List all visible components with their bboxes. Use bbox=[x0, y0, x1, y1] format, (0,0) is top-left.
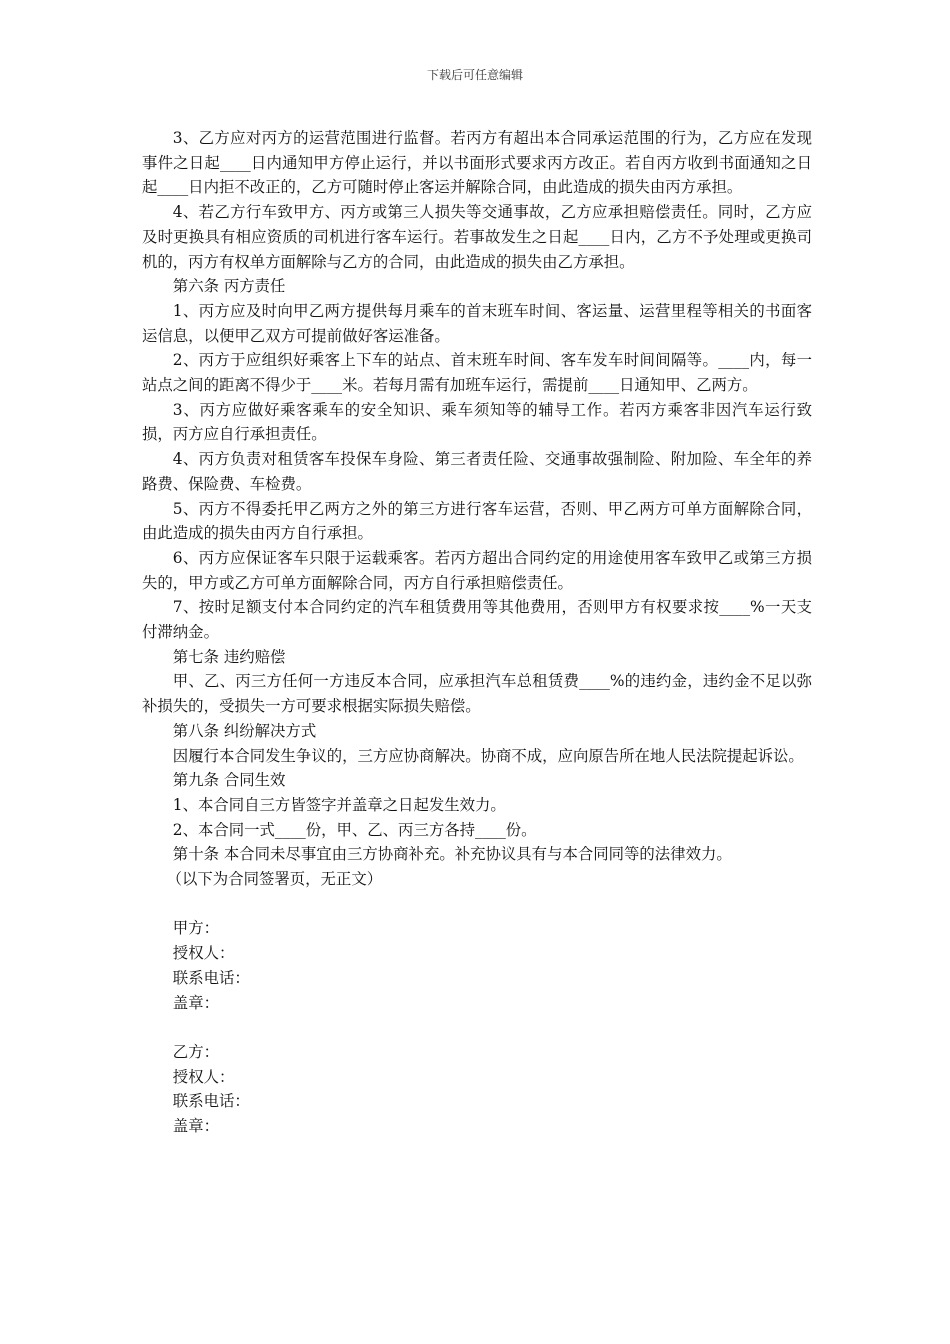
party-b-label: 乙方： bbox=[172, 1042, 219, 1061]
signature-block-party-b bbox=[142, 1040, 812, 1139]
signature-page-note: （以下为合同签署页，无正文） bbox=[166, 870, 383, 889]
clause-paragraph: 4、丙方负责对租赁客车投保车身险、第三者责任险、交通事故强制险、附加险、车全年的养路费、保险费、车检费。 bbox=[142, 450, 812, 493]
party-a-authorized-person: 授权人： bbox=[172, 944, 235, 963]
clause-paragraph: 1、本合同自三方皆签字并盖章之日起发生效力。 bbox=[172, 795, 506, 814]
article-heading: 第六条 丙方责任 bbox=[172, 277, 286, 296]
clause-paragraph: 6、丙方应保证客车只限于运载乘客。若丙方超出合同约定的用途使用客车致甲乙或第三方损失的，甲方或乙方可单方面解除合同，丙方自行承担赔偿责任。 bbox=[142, 548, 812, 592]
clause-paragraph: 3、乙方应对丙方的运营范围进行监督。若丙方有超出本合同承运范围的行为，乙方应在发现事件之日起____日内通知甲方停止运行，并以书面形式要求丙方改正。若自丙方收到书面通知之日起____日内拒不改正的，乙方可随时停止客运并解除合同，由此造成的损失由丙方承担。 bbox=[142, 129, 812, 197]
article-heading: 第九条 合同生效 bbox=[172, 771, 286, 790]
article-heading: 第八条 纠纷解决方式 bbox=[172, 721, 317, 740]
clause-paragraph: 因履行本合同发生争议的，三方应协商解决。协商不成，应向原告所在地人民法院提起诉讼。 bbox=[172, 746, 804, 765]
party-a-phone: 联系电话： bbox=[172, 968, 250, 987]
clause-paragraph: 3、丙方应做好乘客乘车的安全知识、乘车须知等的辅导工作。若丙方乘客非因汽车运行致损，丙方应自行承担责任。 bbox=[142, 400, 812, 444]
clause-paragraph: 2、丙方于应组织好乘客上下车的站点、首末班车时间、客车发车时间间隔等。____内，每一站点之间的距离不得少于____米。若每月需有加班车运行，需提前____日通知甲、乙两方。 bbox=[142, 351, 812, 395]
clause-paragraph: 甲、乙、丙三方任何一方违反本合同，应承担汽车总租赁费____%的违约金，违约金不足以弥补损失的，受损失一方可要求根据实际损失赔偿。 bbox=[142, 672, 812, 716]
contract-body bbox=[142, 126, 812, 1139]
clause-paragraph: 4、若乙方行车致甲方、丙方或第三人损失等交通事故，乙方应承担赔偿责任。同时，乙方应及时更换具有相应资质的司机进行客车运行。若事故发生之日起____日内，乙方不予处理或更换司机的，丙方有权单方面解除与乙方的合同，由此造成的损失由乙方承担。 bbox=[142, 203, 812, 271]
clause-paragraph: 2、本合同一式____份，甲、乙、丙三方各持____份。 bbox=[172, 820, 537, 839]
party-a-seal: 盖章： bbox=[172, 993, 219, 1012]
party-b-authorized-person: 授权人： bbox=[172, 1067, 235, 1086]
party-b-phone: 联系电话： bbox=[172, 1092, 250, 1111]
article-heading: 第十条 本合同未尽事宜由三方协商补充。补充协议具有与本合同同等的法律效力。 bbox=[172, 845, 732, 864]
party-a-label: 甲方： bbox=[172, 919, 219, 938]
clause-paragraph: 1、丙方应及时向甲乙两方提供每月乘车的首末班车时间、客运量、运营里程等相关的书面客运信息，以便甲乙双方可提前做好客运准备。 bbox=[142, 301, 812, 345]
page-header-note: 下载后可任意编辑 bbox=[426, 68, 523, 82]
article-heading: 第七条 违约赔偿 bbox=[172, 647, 286, 666]
clause-paragraph: 7、按时足额支付本合同约定的汽车租赁费用等其他费用，否则甲方有权要求按____%一天支付滞纳金。 bbox=[142, 598, 812, 642]
party-b-seal: 盖章： bbox=[172, 1117, 219, 1136]
clause-paragraph: 5、丙方不得委托甲乙两方之外的第三方进行客车运营，否则、甲乙两方可单方面解除合同，由此造成的损失由丙方自行承担。 bbox=[142, 499, 812, 543]
signature-block-party-a bbox=[142, 916, 812, 1015]
